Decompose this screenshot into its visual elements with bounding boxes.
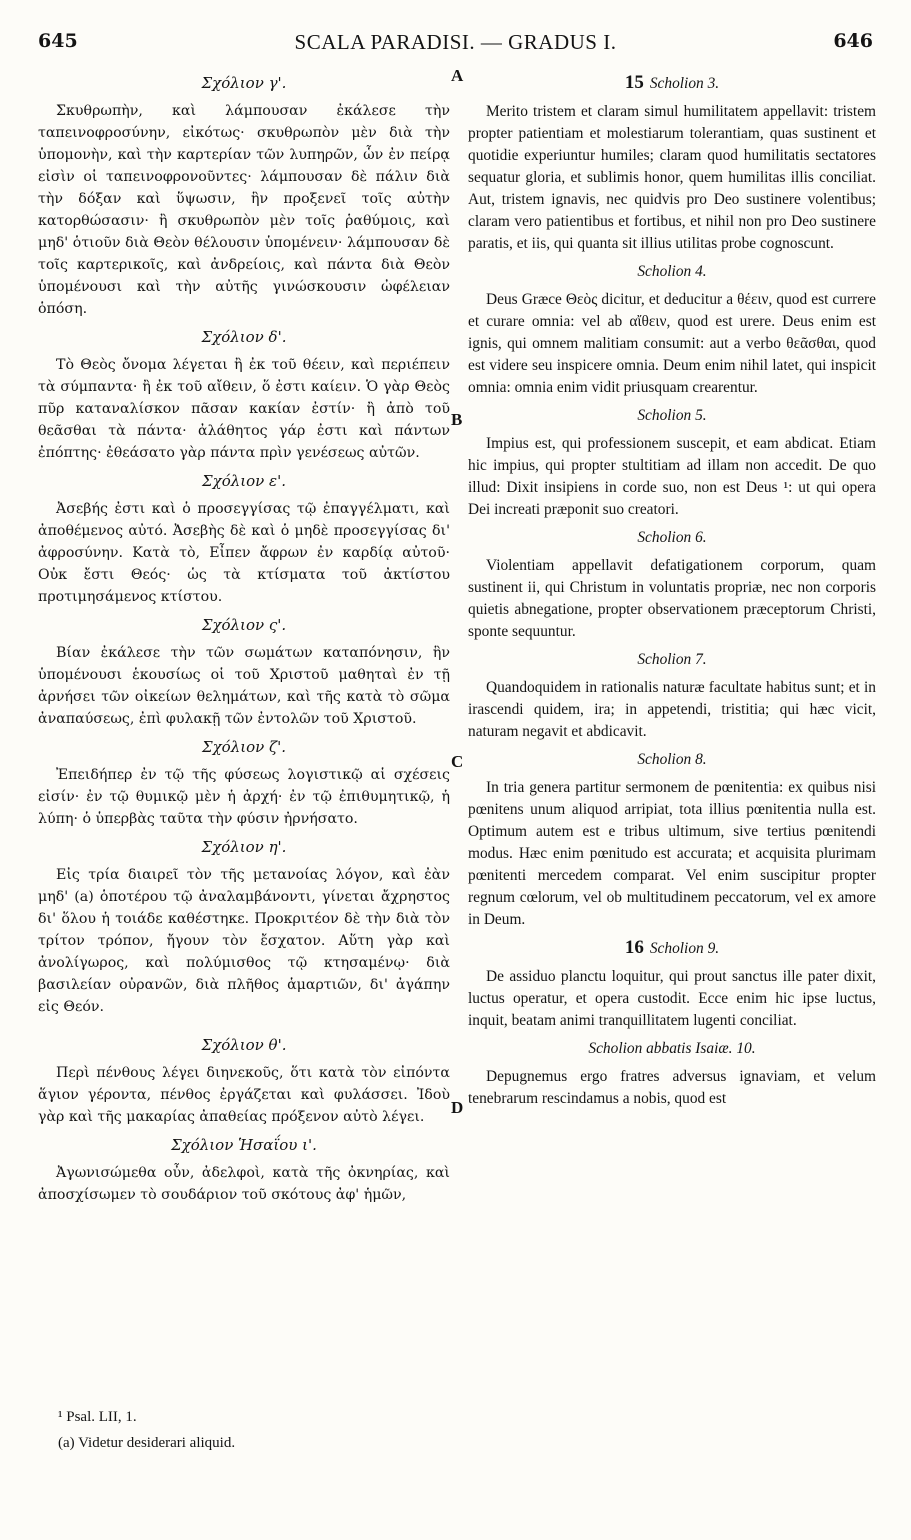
latin-scholion-7-title: Scholion 7.	[637, 651, 707, 668]
margin-letter-b: B	[451, 410, 463, 429]
latin-scholion-6-text: Violentiam appellavit defatigationem corporum, quam sustinent ii, qui Christum in voluntatis propriæ, nec non corporis quietis abnegatione, propter observationem præceptorum Christi, sponte sequuntur.	[468, 557, 876, 640]
greek-scholion-4-text: Τὸ Θεὸς ὄνομα λέγεται ἢ ἐκ τοῦ θέειν, καὶ περιέπειν τὰ σύμπαντα· ἢ ἐκ τοῦ αἴθειν, ὅ ἐστι καίειν. Ὁ γὰρ Θεὸς πῦρ καταναλίσκον πᾶσαν κακίαν ἐστίν· ἢ ἀπὸ τοῦ θεᾶσθαι τὰ πάντα· ἀλάθητος γάρ ἐστι καὶ πάντων ἐπόπτης· ἐθεάσατο γὰρ πάντα πρὶν γενέσεως αὐτῶν.	[38, 357, 450, 461]
column-number-15: 15	[624, 72, 644, 93]
greek-scholion-3-title: Σχόλιον γ'.	[201, 74, 287, 92]
greek-scholion-9-title: Σχόλιον θ'.	[201, 1036, 287, 1054]
latin-scholion-7-text: Quandoquidem in rationalis naturæ facultate habitus sunt; et in irascendi quidem, ira; in appetendi, tristitia; qui hæc vicit, naturam negavit et abdicavit.	[468, 679, 876, 740]
latin-scholion-10-title: Scholion abbatis Isaiæ. 10.	[588, 1040, 756, 1057]
greek-scholion-9-text: Περὶ πένθους λέγει διηνεκοῦς, ὅτι κατὰ τὸν εἰπόντα ἅγιον γέροντα, πένθος ἐργάζεται καὶ φυλάσσει. Ἰδοὺ γὰρ καὶ τῆς μακαρίας ἀπαθείας πρόξενον αὐτὸ λέγει.	[38, 1065, 450, 1125]
latin-scholion-9-title: 16 Scholion 9.	[624, 937, 720, 958]
latin-scholion-10-text: Depugnemus ergo fratres adversus ignaviam, et velum tenebrarum rescindamus a nobis, quod est	[468, 1068, 876, 1107]
greek-scholion-8-title: Σχόλιον η'.	[201, 838, 287, 856]
greek-scholion-5-title: Σχόλιον ε'.	[202, 472, 286, 490]
latin-scholion-4-title: Scholion 4.	[637, 263, 707, 280]
greek-scholion-4-title: Σχόλιον δ'.	[201, 328, 287, 346]
latin-scholion-4-text: Deus Græce Θεὸς dicitur, et deducitur a θέειν, quod est currere et curare omnia: vel ab αἴθειν, quod est urere. Deus enim est ignis, qui omnem malitiam consumit: aut a verbo θεᾶσθαι, quod est videre seu inspicere omnia. Deum enim nihil latet, qui inspicit omnia: omnia enim vidit priusquam crearentur.	[468, 291, 876, 396]
latin-scholion-3-text: Merito tristem et claram simul humilitatem appellavit: tristem propter patientiam et molestiarum tolerantiam, quas sustinent et quotidie experiuntur humiles; claram quod humilitatis sectatores sequatur gloria, et sublimis honor, quem humilitas illis conciliat. Aut, tristem ignavis, nec quidvis pro Deo sustinere volentibus; claram vero patientibus et fortibus, et nihil non pro Deo sustinere paratis, et iis, qui quanta sit illius utilitas probe cognoscunt.	[468, 103, 876, 252]
greek-scholion-10-title: Σχόλιον Ἡσαΐου ι'.	[171, 1136, 317, 1154]
greek-scholion-7-title: Σχόλιον ζ'.	[201, 738, 287, 756]
running-title: SCALA PARADISI. — GRADUS I.	[294, 30, 617, 54]
latin-scholion-8-title: Scholion 8.	[637, 751, 707, 768]
latin-scholion-3-title: 15 Scholion 3.	[624, 72, 720, 93]
greek-scholion-10-text: Ἀγωνισώμεθα οὖν, ἀδελφοὶ, κατὰ τῆς ὀκνηρίας, καὶ ἀποσχίσωμεν τὸ σουδάριον τοῦ σκότους ἀφ' ἡμῶν,	[38, 1165, 450, 1203]
greek-scholion-6-text: Βίαν ἐκάλεσε τὴν τῶν σωμάτων καταπόνησιν, ἣν ὑπομένουσι ἑκουσίως οἱ τοῦ Χριστοῦ μαθηταὶ ἐν τῇ ἀρνήσει τῶν οἰκείων θελημάτων, καὶ τῆς κατὰ τὸ σῶμα ἀναπαύσεως, ἐπὶ φυλακῇ τῶν ἐντολῶν τοῦ Χριστοῦ.	[38, 645, 450, 727]
latin-scholion-8-text: In tria genera partitur sermonem de pœnitentia: ex quibus nisi pœnitens unum aliquod arripiat, tota illius pœnitentia nulla est. Optimum autem est e tribus ultimum, sive tertius pœnitendi modus. Hæc enim pœnitudo est accurata; et acquisita plurimam pœnitenti mercedem comparat. Vel enim suscipitur propter regnum cœlorum, vel ob multitudinem peccatorum, vel ex amore in Deum.	[468, 779, 876, 928]
latin-scholion-5-text: Impius est, qui professionem suscepit, et eam abdicat. Etiam hic impius, qui propter stultitiam ad illam non accedit. De quo illud: Dixit insipiens in corde suo, non est Deus ¹: ut qui opera Dei increati præponit suo creatori.	[468, 435, 876, 518]
greek-column	[38, 66, 450, 1206]
greek-scholion-5-text: Ἀσεβής ἐστι καὶ ὁ προσεγγίσας τῷ ἐπαγγέλματι, καὶ ἀποθέμενος αὐτό. Ἀσεβὴς δὲ καὶ ὁ μηδὲ προσεγγίσας δι' ἀφροσύνην. Κατὰ τὸ, Εἶπεν ἄφρων ἐν καρδίᾳ αὐτοῦ· Οὐκ ἔστι Θεός· ὡς τὰ κτίσματα τοῦ ἀκτίστου προτιμησάμενος κτίστου.	[38, 501, 450, 605]
latin-column	[468, 66, 876, 1110]
greek-scholion-6-title: Σχόλιον ς'.	[201, 616, 287, 634]
margin-letter-a: A	[451, 66, 464, 85]
page-number-right: 646	[833, 30, 873, 52]
margin-letter-c: C	[451, 752, 464, 771]
greek-scholion-8-text: Εἰς τρία διαιρεῖ τὸν τῆς μετανοίας λόγον, καὶ ἐὰν μηδ' (a) ὁποτέρου τῷ ἀναλαμβάνοντι, γίνεται ἄχρηστος δι' ὅλου ἡ τοιάδε καθέστηκε. Προκριτέον δὲ τὴν διὰ τὸν τρίτον τρόπον, ἤγουν τὸν ἔσχατον. Αὕτη γὰρ καὶ ἀνολίγωρος, καὶ πολύμισθος τῷ κτησαμένῳ· διὰ βασιλείαν οὐρανῶν, διὰ πλῆθος ἁμαρτιῶν, δι' ἀγάπην εἰς Θεόν.	[38, 867, 450, 1015]
footnote-a: (a) Videtur desiderari aliquid.	[58, 1435, 236, 1451]
greek-scholion-3-text: Σκυθρωπὴν, καὶ λάμπουσαν ἐκάλεσε τὴν ταπεινοφροσύνην, εἰκότως· σκυθρωπὸν μὲν διὰ τὴν ὑπομονὴν, καὶ τὴν καρτερίαν τῶν λυπηρῶν, ὧν ἐν πείρᾳ εἰσὶν οἱ ταπεινοφρονοῦντες· λάμπουσαν δὲ πάλιν διὰ τὴν δόξαν καὶ ὕψωσιν, ἣν προξενεῖ τοῖς αὐτὴν κατορθώσασιν· ἢ σκυθρωπὸν μὲν τοῖς ῥαθύμοις, καὶ μηδ' ὁτιοῦν διὰ Θεὸν θέλουσιν ὑπομένειν· λάμπουσαν δὲ τοῖς καρτερικοῖς, καὶ ἀνδρείοις, καὶ πάντα διὰ Θεὸν ὑπομένουσι καὶ τὴν αὐτῆς γινώσκουσιν ὠφέλειαν ὁπόση.	[38, 103, 450, 317]
footnote-psalm: ¹ Psal. LII, 1.	[58, 1409, 137, 1425]
greek-scholion-7-text: Ἐπειδήπερ ἐν τῷ τῆς φύσεως λογιστικῷ αἱ σχέσεις εἰσίν· ἐν τῷ θυμικῷ μὲν ἡ ἀρχή· ἐν τῷ ἐπιθυμητικῷ, ἡ λύπη· ὁ ὑπερβὰς ταῦτα τὴν φύσιν ἠρνήσατο.	[38, 767, 450, 827]
latin-scholion-5-title: Scholion 5.	[637, 407, 707, 424]
latin-scholion-9-text: De assiduo planctu loquitur, qui prout sanctus ille pater dixit, luctus operatur, et opera custodit. Ecce enim hic ipse luctus, inquit, beatam animi tranquillitatem lugenti conciliat.	[468, 968, 876, 1029]
page-number-left: 645	[38, 30, 78, 52]
margin-letter-d: D	[451, 1098, 464, 1117]
footnotes	[58, 1404, 235, 1456]
column-number-16: 16	[624, 937, 644, 958]
latin-scholion-6-title: Scholion 6.	[637, 529, 707, 546]
